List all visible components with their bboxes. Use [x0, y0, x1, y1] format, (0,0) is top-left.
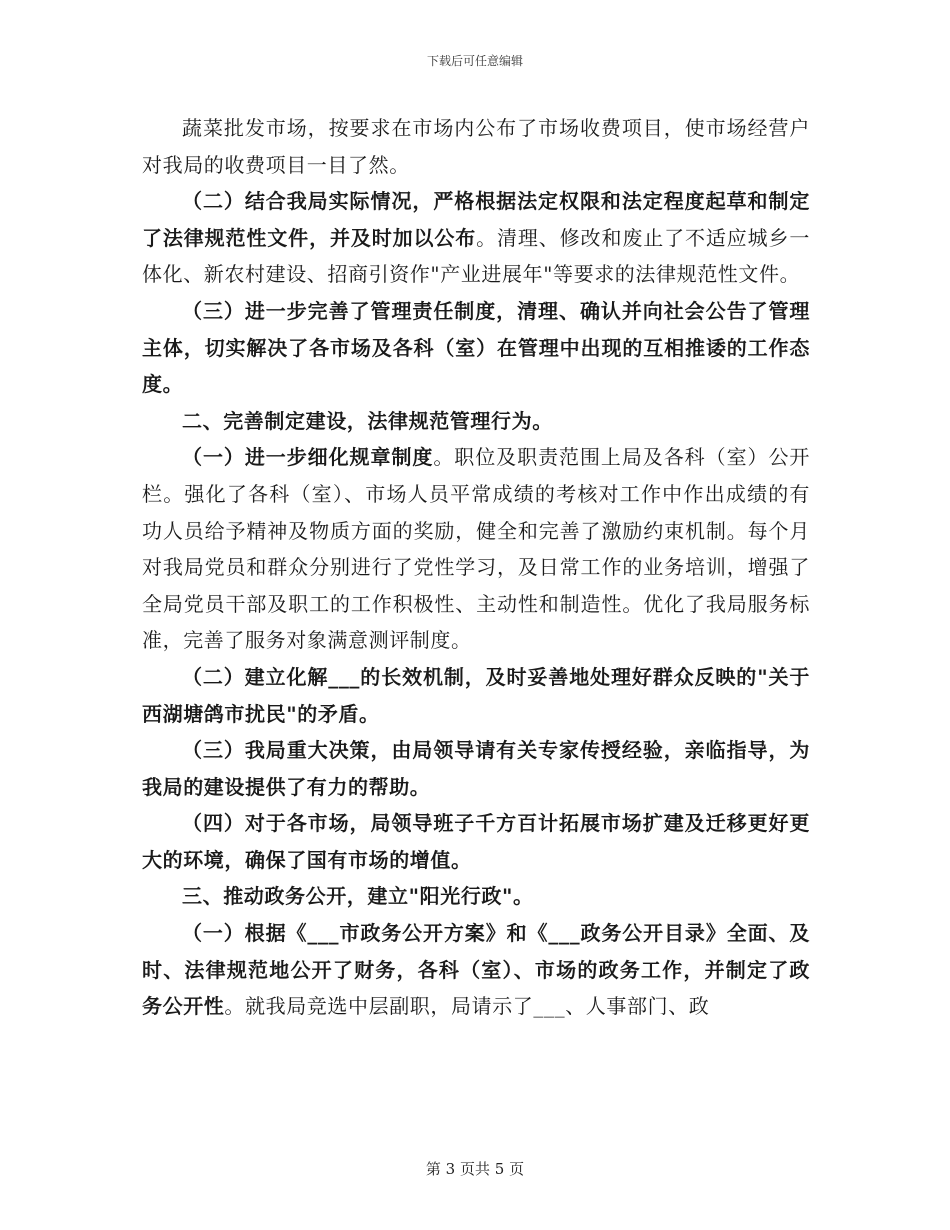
- paragraph: [142, 110, 810, 183]
- section-heading-text: 二、完善制定建设，法律规范管理行为。: [182, 408, 553, 433]
- section-heading-text: 三、推动政务公开，建立"阳光行政"。: [182, 884, 534, 909]
- document-body: [142, 110, 810, 1025]
- section-heading: [142, 878, 810, 915]
- paragraph-text: 。就我局竞选中层副职，局请示了___、人事部门、政: [224, 994, 710, 1019]
- paragraph: [142, 439, 810, 659]
- paragraph-text: 蔬菜批发市场，按要求在市场内公布了市场收费项目，使市场经营户对我局的收费项目一目了然。: [142, 116, 810, 177]
- paragraph-heading-text: （一）根据《___市政务公开方案》和《___政务公开目录》全面、及时、法律规范地公开了财务，各科（室）、市场的政务工作，并制定了政务公开性: [142, 921, 810, 1019]
- paragraph: [142, 915, 810, 1025]
- paragraph-heading-text: （四）对于各市场，局领导班子千方百计拓展市场扩建及迁移更好更大的环境，确保了国有市场的增值。: [142, 811, 810, 872]
- paragraph-heading-text: （一）进一步细化规章制度: [182, 445, 434, 470]
- paragraph: [142, 732, 810, 805]
- paragraph-heading-text: （二）建立化解___的长效机制，及时妥善地处理好群众反映的"关于西湖塘鸽市扰民"的矛盾。: [142, 664, 810, 726]
- paragraph: [142, 183, 810, 293]
- section-heading: [142, 403, 810, 440]
- page-header: 下载后可任意编辑: [426, 54, 523, 68]
- paragraph: [142, 293, 810, 403]
- paragraph: [142, 805, 810, 878]
- paragraph-text: 。清理、修改和废止了不适应城乡一体化、新农村建设、招商引资作"产业进展年"等要求的法律规范性文件。: [142, 225, 810, 287]
- paragraph-text: 。职位及职责范围上局及各科（室）公开栏。强化了各科（室）、市场人员平常成绩的考核对工作中作出成绩的有功人员给予精神及物质方面的奖励，健全和完善了激励约束机制。每个月对我局党员和群众分别进行了党性学习，及日常工作的业务培训，增强了全局党员干部及职工的工作积极性、主动性和制造性。优化了我局服务标准，完善了服务对象满意测评制度。: [142, 445, 810, 653]
- paragraph-heading-text: （三）我局重大决策，由局领导请有关专家传授经验，亲临指导，为我局的建设提供了有力的帮助。: [142, 738, 810, 799]
- page-footer: 第 3 页共 5 页: [425, 1160, 525, 1178]
- paragraph-heading-text: （二）结合我局实际情况，严格根据法定权限和法定程度起草和制定了法律规范性文件，并及时加以公布: [142, 189, 810, 250]
- paragraph: [142, 659, 810, 732]
- paragraph-heading-text: （三）进一步完善了管理责任制度，清理、确认并向社会公告了管理主体，切实解决了各市场及各科（室）在管理中出现的互相推诿的工作态度。: [142, 298, 810, 397]
